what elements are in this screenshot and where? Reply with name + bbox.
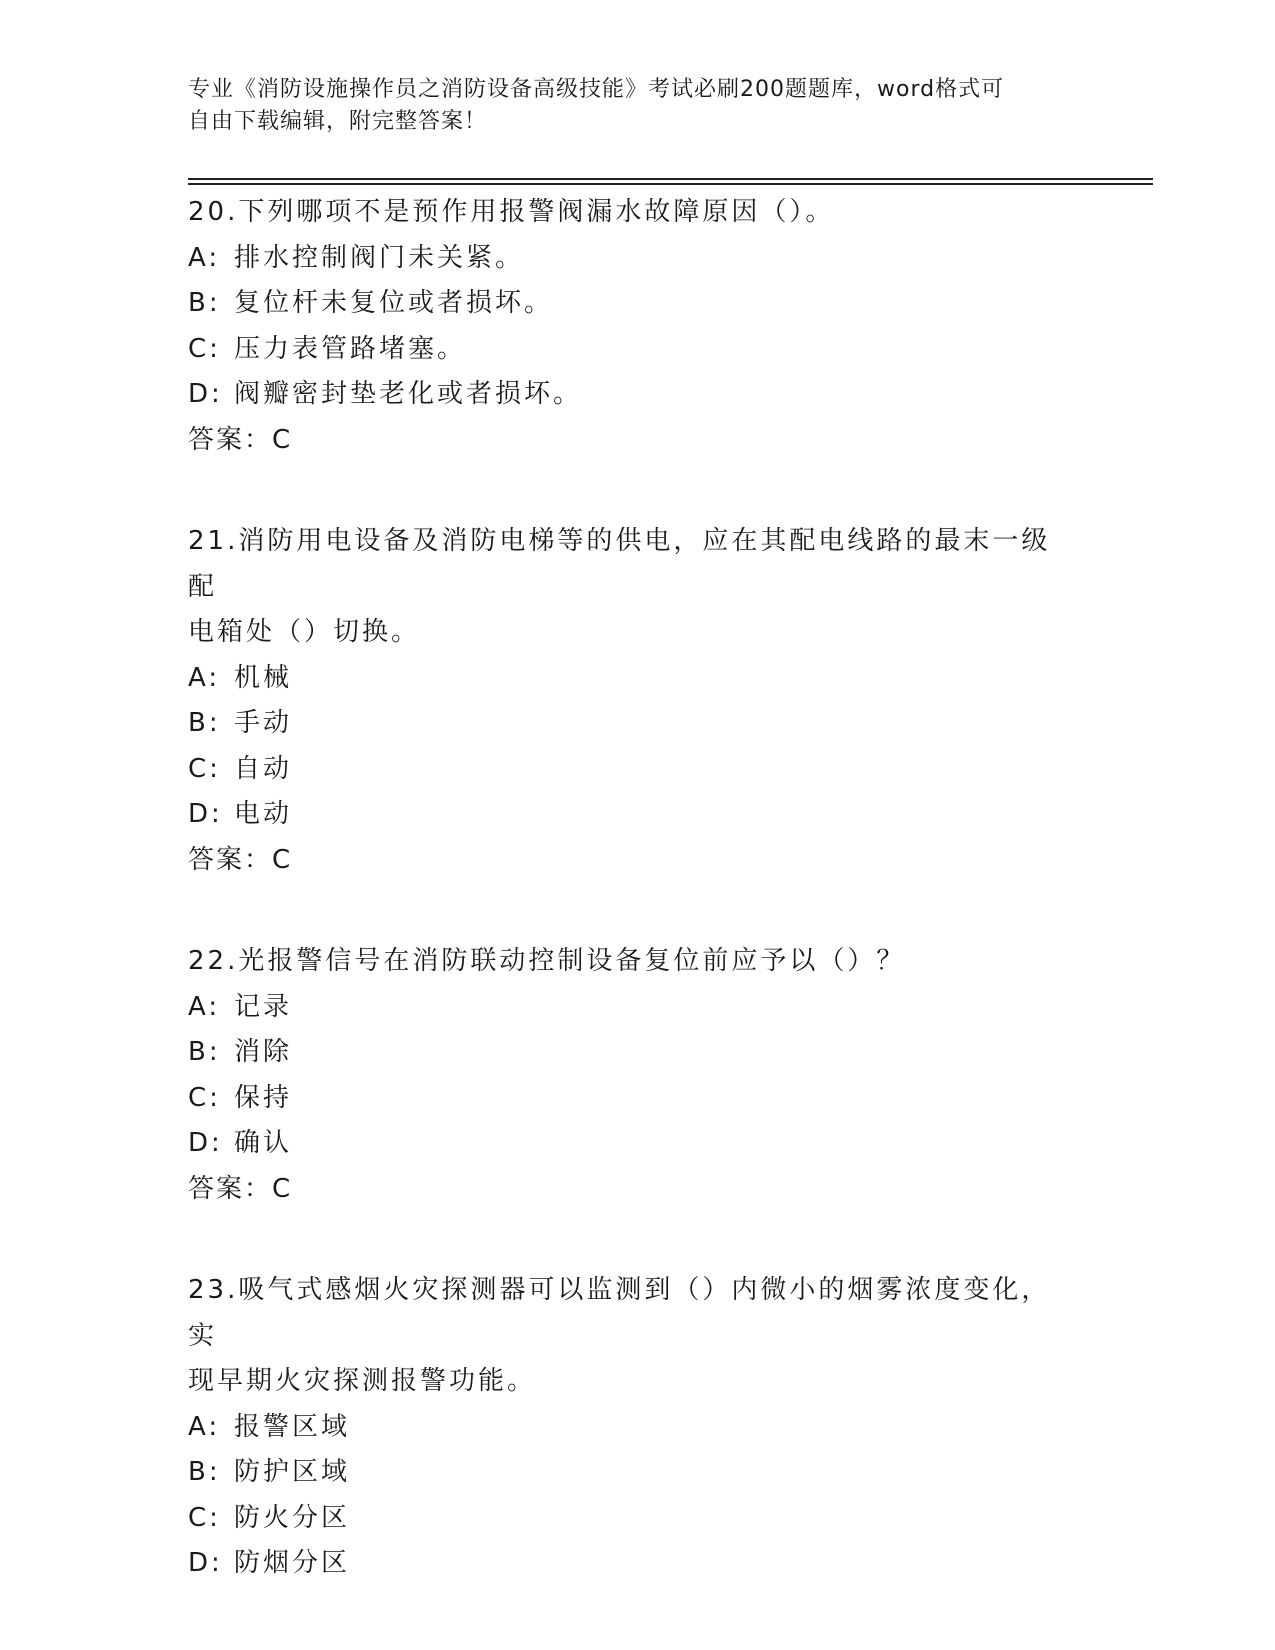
- option-text: 记录: [234, 991, 293, 1022]
- option-text: 机械: [234, 662, 293, 693]
- option-text: 消除: [234, 1037, 293, 1067]
- option-d: [188, 1121, 1078, 1167]
- question-22: [188, 939, 1078, 1212]
- header-line-1: 专业《消防设施操作员之消防设备高级技能》考试必刷200题题库，word格式可: [188, 77, 1005, 102]
- option-c: [188, 1076, 1078, 1122]
- option-letter: C:: [188, 1082, 221, 1113]
- question-stem-cont: 电箱处（）切换。: [188, 617, 421, 647]
- question-stem: 20.下列哪项不是预作用报警阀漏水故障原因（）。: [188, 197, 835, 227]
- option-text: 阀瓣密封垫老化或者损坏。: [234, 379, 583, 409]
- option-text: 报警区域: [234, 1411, 351, 1442]
- option-b: [188, 1450, 1078, 1496]
- option-letter: B:: [188, 288, 221, 318]
- option-letter: B:: [188, 708, 221, 738]
- option-d: [188, 1541, 1078, 1587]
- option-letter: C:: [188, 753, 221, 784]
- option-c: [188, 747, 1078, 793]
- option-c: [188, 327, 1078, 373]
- option-letter: D:: [188, 1128, 223, 1158]
- question-stem: 22.光报警信号在消防联动控制设备复位前应予以（）？: [188, 946, 906, 976]
- option-text: 保持: [234, 1082, 293, 1113]
- question-20: [188, 190, 1078, 463]
- question-stem-cont: 现早期火灾探测报警功能。: [188, 1366, 537, 1396]
- option-b: [188, 701, 1078, 747]
- option-letter: B:: [188, 1037, 221, 1067]
- option-letter: D:: [188, 1548, 223, 1578]
- option-text: 排水控制阀门未关紧。: [234, 242, 525, 273]
- option-a: [188, 1405, 1078, 1451]
- option-text: 自动: [234, 753, 293, 784]
- option-letter: C:: [188, 333, 221, 364]
- option-text: 防护区域: [234, 1457, 351, 1487]
- header-divider-top: [188, 178, 1153, 180]
- option-d: [188, 792, 1078, 838]
- option-text: 电动: [234, 799, 293, 829]
- option-text: 复位杆未复位或者损坏。: [234, 288, 554, 318]
- option-text: 防烟分区: [234, 1548, 351, 1578]
- answer: 答案：C: [188, 424, 293, 455]
- question-stem: 21.消防用电设备及消防电梯等的供电，应在其配电线路的最末一级配: [188, 526, 1051, 602]
- question-23: [188, 1268, 1078, 1587]
- option-a: [188, 656, 1078, 702]
- header-line-2: 自由下载编辑，附完整答案！: [188, 109, 488, 134]
- option-a: [188, 985, 1078, 1031]
- option-letter: A:: [188, 1411, 221, 1442]
- option-text: 防火分区: [234, 1502, 351, 1533]
- header-divider-bottom: [188, 183, 1153, 185]
- option-letter: C:: [188, 1502, 221, 1533]
- question-21: [188, 519, 1078, 883]
- option-letter: D:: [188, 379, 223, 409]
- option-letter: D:: [188, 799, 223, 829]
- option-text: 压力表管路堵塞。: [234, 333, 467, 364]
- question-list: [188, 190, 1078, 1643]
- option-letter: B:: [188, 1457, 221, 1487]
- option-text: 确认: [234, 1128, 293, 1158]
- option-a: [188, 236, 1078, 282]
- option-letter: A:: [188, 242, 221, 273]
- option-c: [188, 1496, 1078, 1542]
- question-stem: 23.吸气式感烟火灾探测器可以监测到（）内微小的烟雾浓度变化，实: [188, 1275, 1051, 1351]
- answer: 答案：C: [188, 844, 293, 875]
- document-header: [188, 74, 1068, 138]
- option-letter: A:: [188, 662, 221, 693]
- option-d: [188, 372, 1078, 418]
- option-b: [188, 1030, 1078, 1076]
- answer: 答案：C: [188, 1173, 293, 1204]
- option-b: [188, 281, 1078, 327]
- option-text: 手动: [234, 708, 293, 738]
- option-letter: A:: [188, 991, 221, 1022]
